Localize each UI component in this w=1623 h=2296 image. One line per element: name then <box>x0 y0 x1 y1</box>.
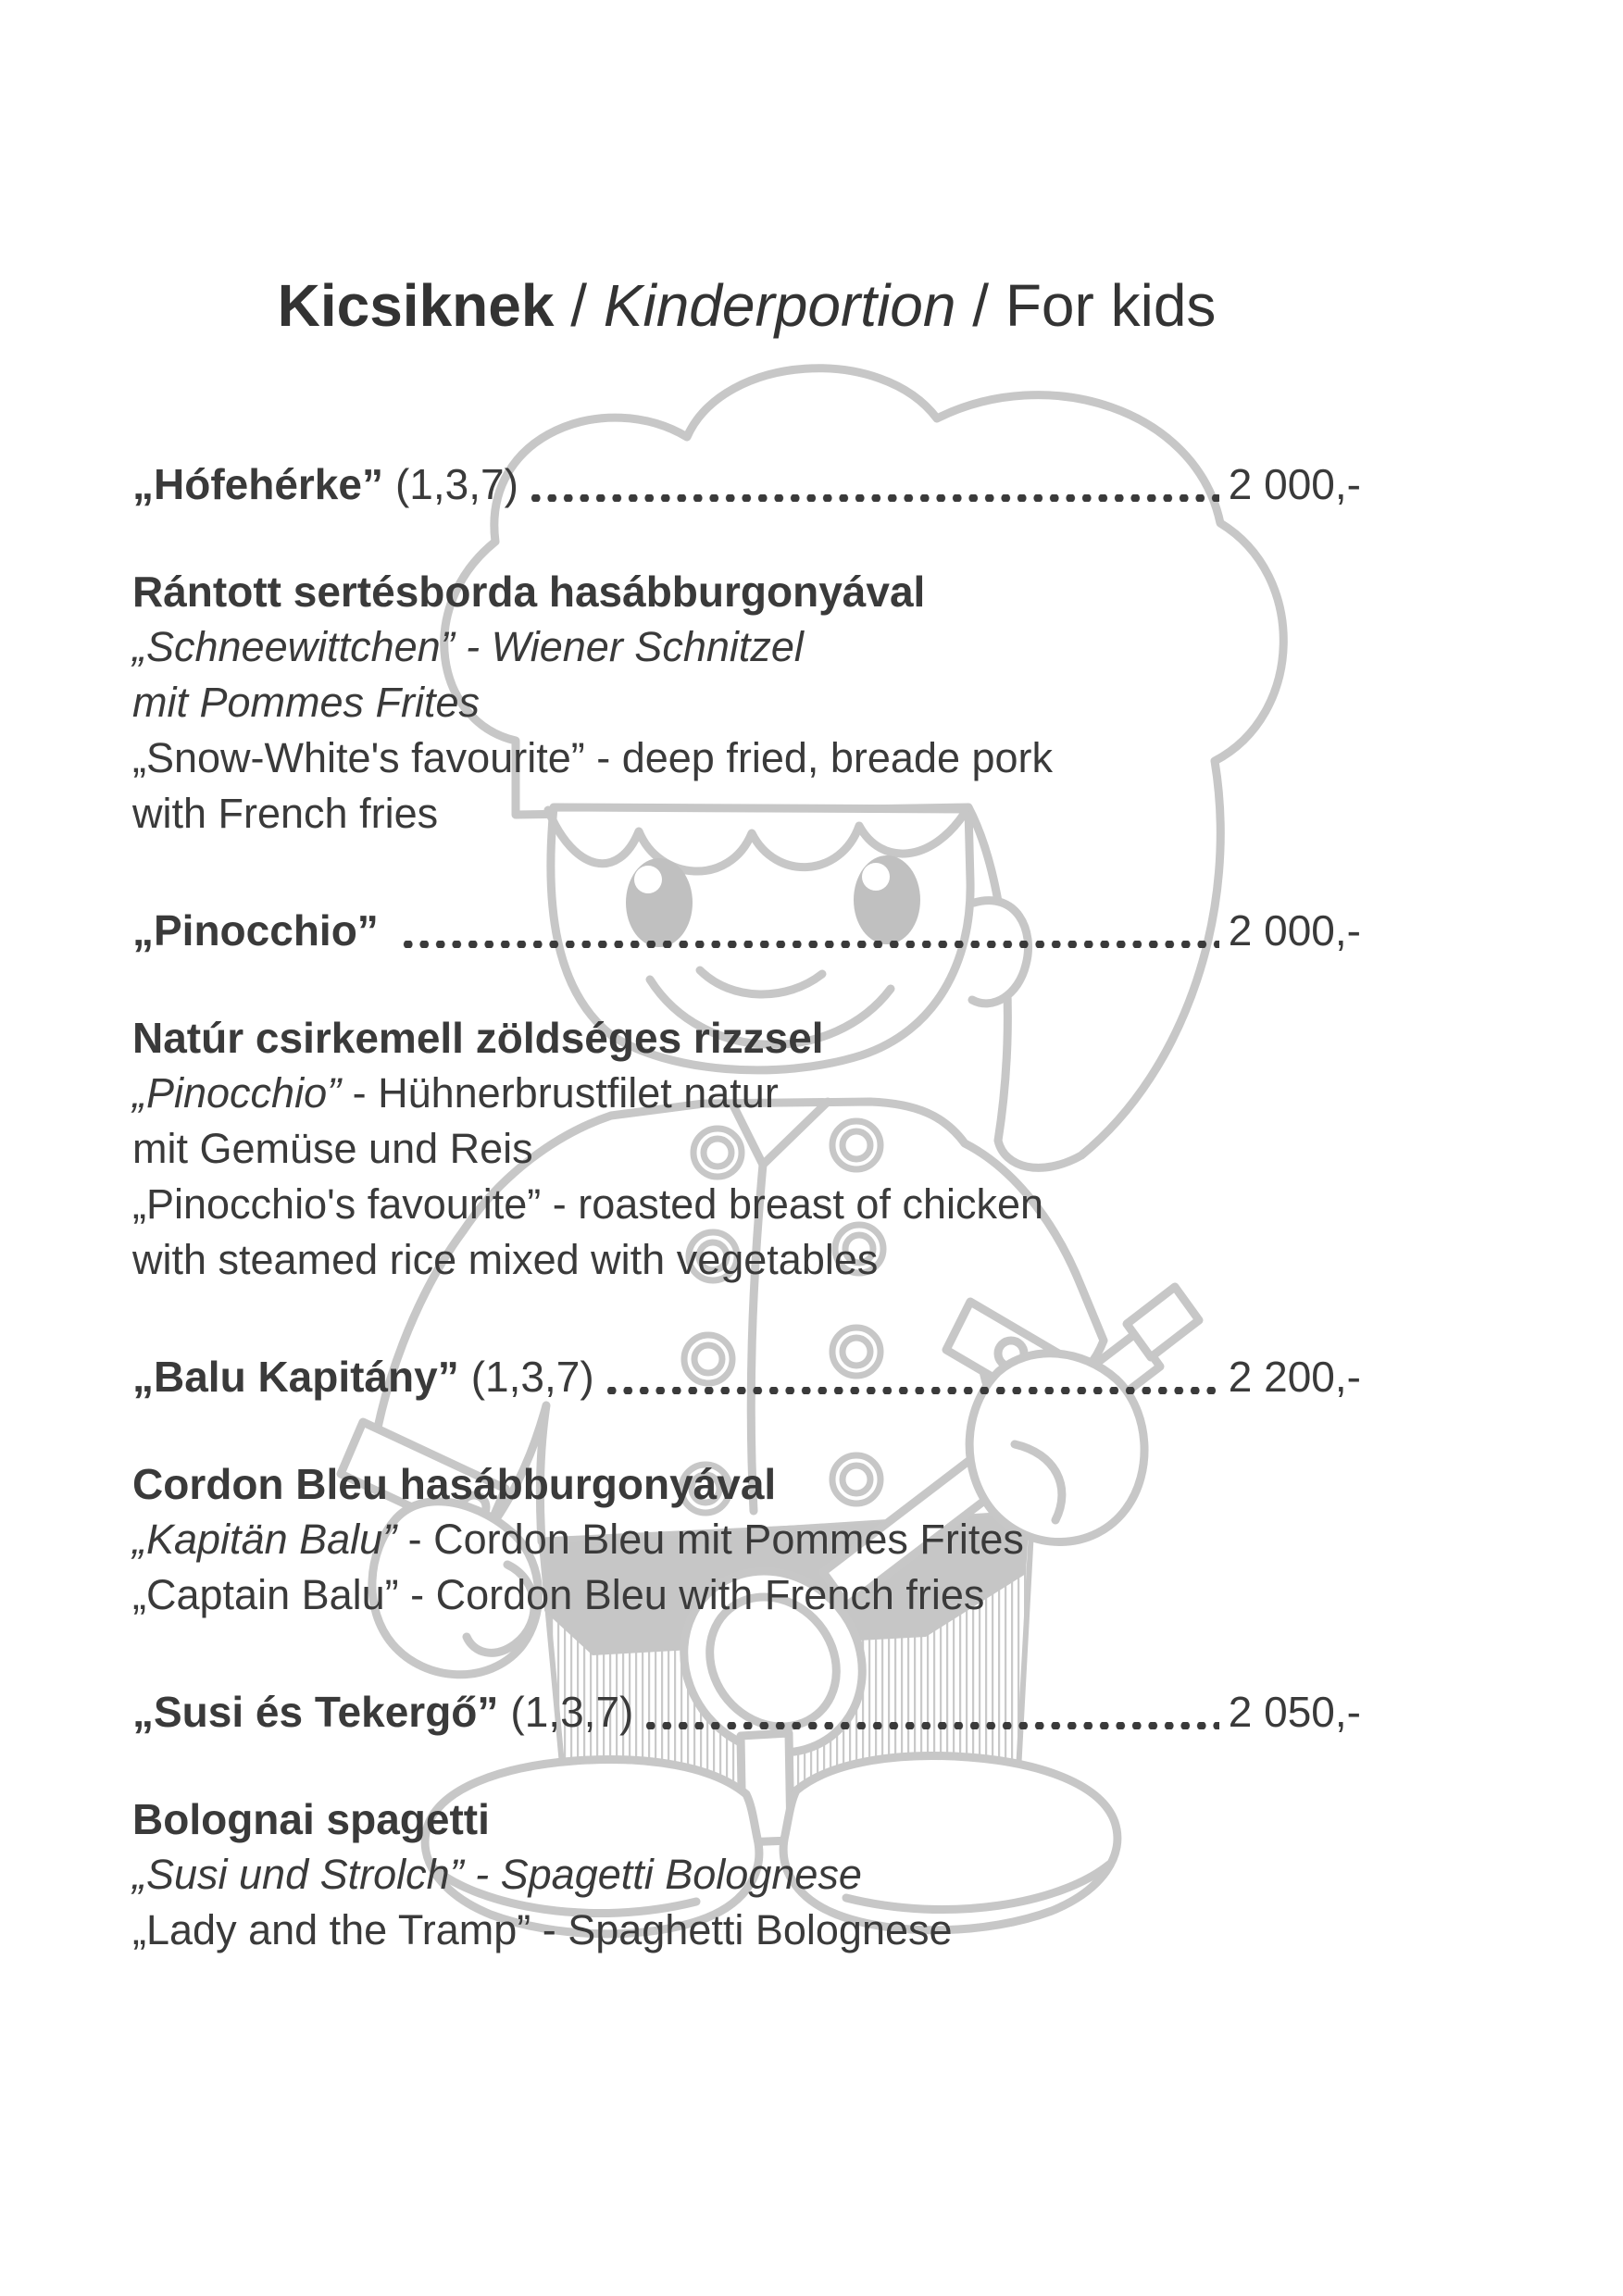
dish-description-text: with French fries <box>132 790 439 837</box>
dish-description-text: „Captain Balu” - Cordon Bleu with French fries <box>132 1571 985 1618</box>
menu-page <box>132 270 1361 1958</box>
dish-description-line <box>132 1847 1361 1903</box>
title-separator: / <box>972 272 990 339</box>
dish-description-text: „Snow-White's favourite” - deep fried, breade pork <box>132 734 1054 781</box>
item-price: 2 000,- <box>1228 460 1361 508</box>
item-price: 2 050,- <box>1228 1688 1361 1736</box>
dish-description-line <box>132 1512 1361 1567</box>
dish-details <box>132 1456 1361 1623</box>
dot-leader <box>643 1684 1218 1740</box>
menu-item-price-row <box>132 456 1361 512</box>
dish-description-italic: mit Pommes Frites <box>132 679 481 726</box>
allergen-codes: (1,3,7) <box>394 460 518 508</box>
dish-description-text: „Lady and the Tramp” - Spaghetti Bolognese <box>132 1906 953 1953</box>
dish-description-line <box>132 1121 1361 1177</box>
item-name: „Balu Kapitány” <box>132 1353 459 1401</box>
dish-description-line <box>132 1066 1361 1121</box>
dish-description-text: - Hühnerbrustfilet natur <box>341 1069 779 1117</box>
dish-description-text: with steamed rice mixed with vegetables <box>132 1236 879 1283</box>
dish-description-line <box>132 675 1361 730</box>
dish-description-text: „Pinocchio's favourite” - roasted breast of chicken <box>132 1180 1044 1228</box>
dish-description-line <box>132 786 1361 842</box>
dot-leader <box>604 1349 1219 1404</box>
dish-description-italic: „Susi und Strolch” - Spagetti Bolognese <box>132 1851 862 1898</box>
dish-name-hungarian: Natúr csirkemell zöldséges rizzsel <box>132 1014 824 1062</box>
dish-description-text: mit Gemüse und Reis <box>132 1125 533 1172</box>
dish-description-line <box>132 619 1361 675</box>
dish-description-line <box>132 1232 1361 1288</box>
dish-details <box>132 564 1361 842</box>
dish-description-italic: „Pinocchio” <box>132 1069 342 1117</box>
title-hungarian: Kicsiknek <box>277 272 555 339</box>
allergen-codes: (1,3,7) <box>470 1353 594 1401</box>
dish-description-line <box>132 730 1361 786</box>
item-price: 2 000,- <box>1228 906 1361 955</box>
page-title <box>132 270 1361 342</box>
dish-name-hungarian: Rántott sertésborda hasábburgonyával <box>132 568 926 616</box>
dish-description-text: - Cordon Bleu mit Pommes Frites <box>396 1516 1024 1563</box>
dish-name-hungarian: Cordon Bleu hasábburgonyával <box>132 1460 777 1508</box>
dish-details <box>132 1791 1361 1958</box>
title-english: For kids <box>1005 272 1217 339</box>
item-name: „Hófehérke” <box>132 460 383 508</box>
item-name: „Susi és Tekergő” <box>132 1688 499 1736</box>
dish-description-italic: „Kapitän Balu” <box>132 1516 397 1563</box>
dish-details <box>132 1010 1361 1288</box>
allergen-codes: (1,3,7) <box>510 1688 634 1736</box>
dish-name-hungarian: Bolognai spagetti <box>132 1795 490 1843</box>
menu-item-price-row <box>132 1349 1361 1404</box>
dot-leader <box>528 456 1219 512</box>
title-german: Kinderportion <box>603 272 956 339</box>
menu-item-price-row <box>132 1684 1361 1740</box>
item-name: „Pinocchio” <box>132 906 379 955</box>
dish-description-line <box>132 1903 1361 1958</box>
dish-description-italic: „Schneewittchen” - Wiener Schnitzel <box>132 623 804 670</box>
dish-description-line <box>132 1177 1361 1232</box>
item-price: 2 200,- <box>1228 1353 1361 1401</box>
dot-leader <box>400 903 1219 958</box>
title-separator: / <box>570 272 587 339</box>
menu-item-price-row <box>132 903 1361 958</box>
dish-description-line <box>132 1567 1361 1623</box>
